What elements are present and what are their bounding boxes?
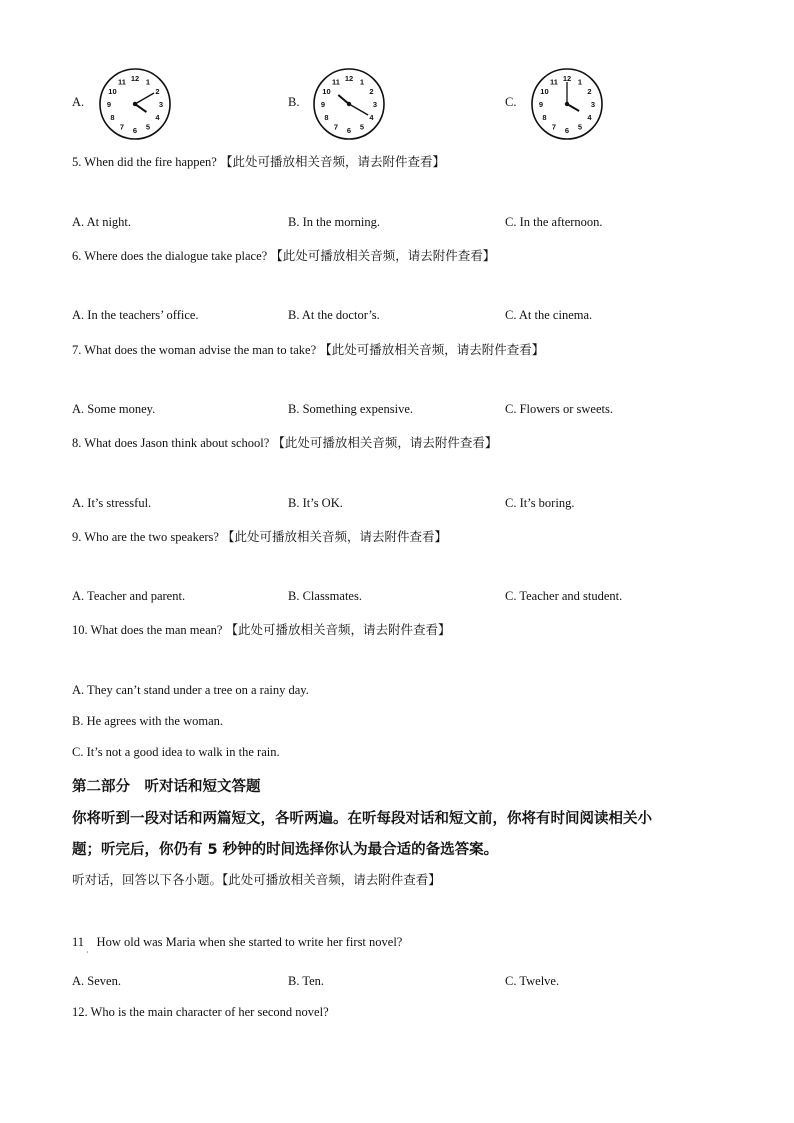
clock-a-image [97, 66, 173, 142]
clock-b-label: B. [288, 95, 300, 109]
q9-option-c[interactable]: C. Teacher and student. [505, 589, 623, 603]
clock-number: 1 [145, 77, 151, 87]
clock-number: 11 [118, 77, 126, 87]
question-9: 9. Who are the two speakers? 【此处可播放相关音频，请去附件查看】 [72, 530, 448, 544]
clock-number: 6 [132, 126, 138, 135]
question-6: 6. Where does the dialogue take place? 【此处可播放相关音频，请去附件查看】 [72, 249, 496, 263]
clock-number: 9 [538, 100, 544, 109]
q6-option-a[interactable]: A. In the teachers’ office. [72, 308, 199, 322]
clock-number: 3 [372, 100, 378, 109]
q11-option-b[interactable]: B. Ten. [288, 974, 325, 988]
q7-option-b[interactable]: B. Something expensive. [288, 402, 413, 416]
q5-option-a[interactable]: A. At night. [72, 215, 132, 229]
q8-option-a[interactable]: A. It’s stressful. [72, 496, 152, 510]
clock-number: 4 [587, 113, 592, 122]
q9-option-b[interactable]: B. Classmates. [288, 589, 362, 603]
q10-option-a[interactable]: A. They can’t stand under a tree on a rainy day. [72, 683, 309, 697]
clock-number: 8 [110, 113, 115, 122]
clock-number: 7 [551, 122, 557, 132]
q8-option-b[interactable]: B. It’s OK. [288, 496, 343, 510]
q6-option-b[interactable]: B. At the doctor’s. [288, 308, 380, 322]
part2-instruction-line-1: 你将听到一段对话和两篇短文，各听两遍。在听每段对话和短文前，你将有时间阅读相关小 [72, 811, 652, 827]
clock-a-label: A. [72, 95, 85, 109]
q10-option-b[interactable]: B. He agrees with the woman. [72, 714, 224, 728]
clock-number: 1 [359, 77, 365, 87]
clock-c-image [529, 66, 605, 142]
clock-b-image [311, 66, 387, 142]
clock-center [347, 102, 351, 106]
q7-option-c[interactable]: C. Flowers or sweets. [505, 402, 613, 416]
clock-number: 10 [322, 87, 331, 96]
clock-number: 12 [130, 74, 140, 83]
part2-heading: 第二部分 听对话和短文答题 [72, 779, 261, 795]
clock-number: 5 [577, 122, 583, 132]
clock-number: 7 [333, 122, 339, 132]
clock-number: 10 [540, 87, 549, 96]
question-12: 12. Who is the main character of her second novel? [72, 1005, 329, 1019]
clock-c-label: C. [505, 95, 517, 109]
clock-number: 12 [344, 74, 354, 83]
q8-option-c[interactable]: C. It’s boring. [505, 496, 575, 510]
clock-number: 10 [108, 87, 117, 96]
q5-option-b[interactable]: B. In the morning. [288, 215, 381, 229]
question-7: 7. What does the woman advise the man to take? 【此处可播放相关音频，请去附件查看】 [72, 343, 545, 357]
clock-number: 8 [324, 113, 329, 122]
question-8: 8. What does Jason think about school? 【此处可播放相关音频，请去附件查看】 [72, 436, 498, 450]
clock-number: 11 [332, 77, 340, 87]
q5-option-c[interactable]: C. In the afternoon. [505, 215, 603, 229]
clock-number: 6 [564, 126, 570, 135]
clock-center [133, 102, 137, 106]
q6-option-c[interactable]: C. At the cinema. [505, 308, 593, 322]
clock-number: 8 [542, 113, 547, 122]
clock-number: 3 [158, 100, 164, 109]
part2-instruction-line-2: 题；听完后，你仍有 5 秒钟的时间选择你认为最合适的备选答案。 [72, 842, 499, 858]
q11-option-c[interactable]: C. Twelve. [505, 974, 560, 988]
question-10: 10. What does the man mean? 【此处可播放相关音频，请去附件查看】 [72, 623, 451, 637]
clock-number: 5 [145, 122, 151, 132]
clock-number: 9 [320, 100, 326, 109]
clock-number: 2 [587, 87, 592, 96]
clock-number: 12 [562, 74, 572, 83]
clock-number: 1 [577, 77, 583, 87]
decorative-dot: · [86, 948, 89, 957]
clock-number: 2 [155, 87, 160, 96]
clock-number: 4 [155, 113, 160, 122]
question-5: 5. When did the fire happen? 【此处可播放相关音频，请去附件查看】 [72, 155, 445, 169]
clock-number: 5 [359, 122, 365, 132]
q7-option-a[interactable]: A. Some money. [72, 402, 156, 416]
clock-number: 6 [346, 126, 352, 135]
q11-option-a[interactable]: A. Seven. [72, 974, 121, 988]
q10-option-c[interactable]: C. It’s not a good idea to walk in the rain. [72, 745, 280, 759]
listen-instruction: 听对话，回答以下各小题。【此处可播放相关音频，请去附件查看】 [72, 872, 441, 887]
clock-number: 11 [550, 77, 558, 87]
clock-number: 3 [590, 100, 596, 109]
clock-center [565, 102, 569, 106]
clock-number: 4 [369, 113, 374, 122]
q9-option-a[interactable]: A. Teacher and parent. [72, 589, 186, 603]
question-11: 11 How old was Maria when she started to write her first novel? [72, 935, 403, 949]
clock-number: 2 [369, 87, 374, 96]
clock-number: 7 [119, 122, 125, 132]
clock-number: 9 [106, 100, 112, 109]
